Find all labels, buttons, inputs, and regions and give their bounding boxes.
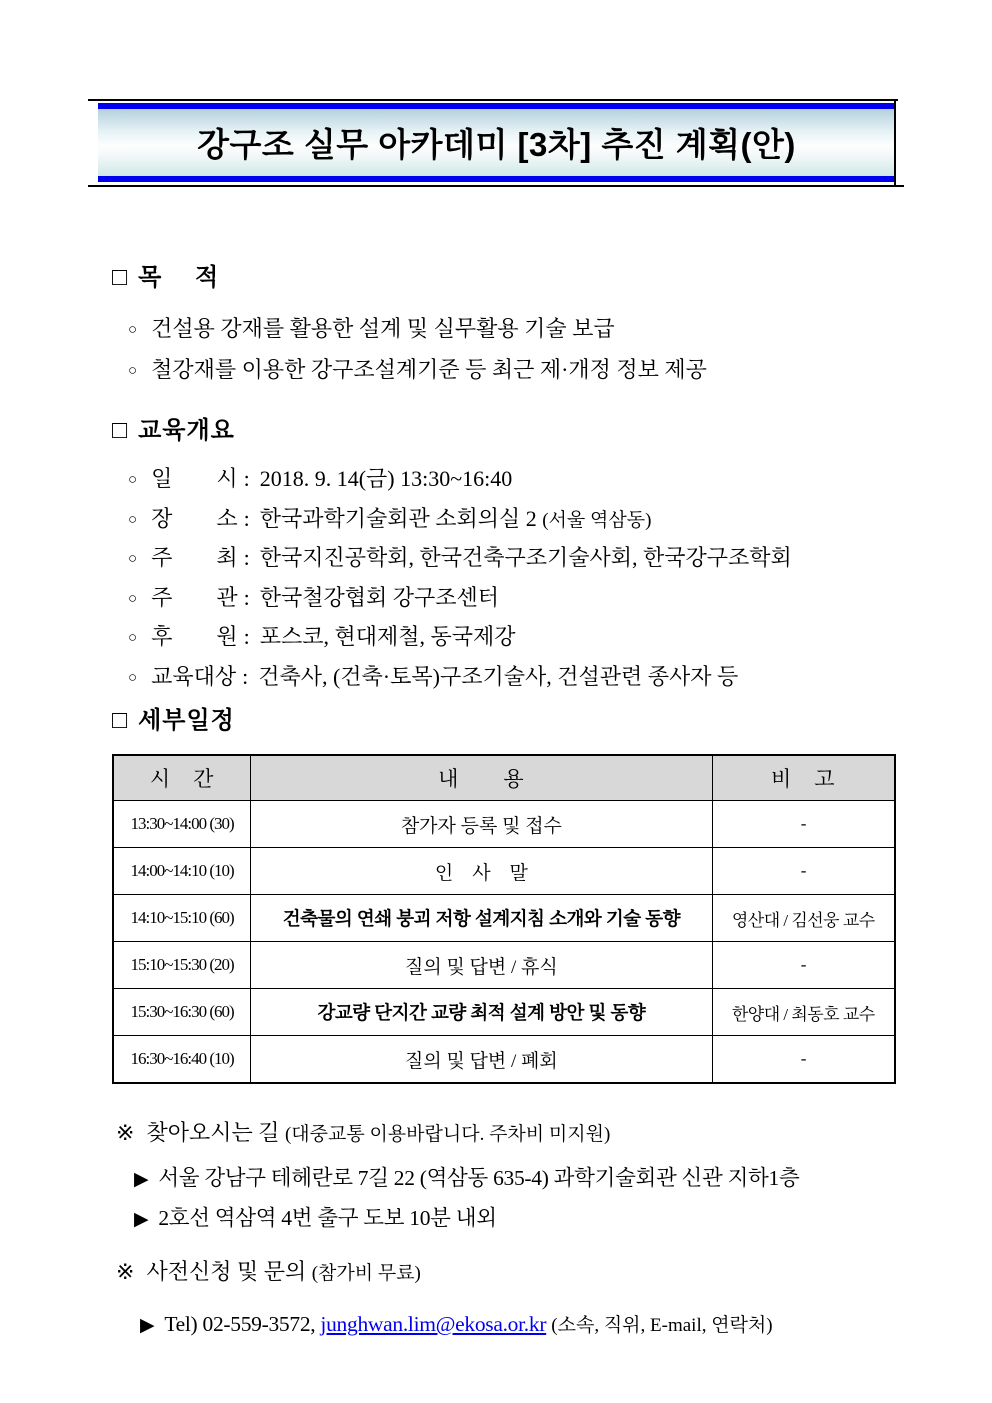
purpose-item-text: 철강재를 이용한 강구조설계기준 등 최근 제·개정 정보 제공 <box>151 357 707 382</box>
table-row <box>113 848 895 895</box>
field-value: 2018. 9. 14(금) 13:30~16:40 <box>259 466 513 491</box>
content-cell: 강교량 단지간 교량 최적 설계 방안 및 동향 <box>251 989 712 1036</box>
overview-heading <box>112 415 912 446</box>
overview-heading-label: 교육개요 <box>138 417 235 444</box>
triangle-bullet-icon: ▶ <box>134 1209 149 1230</box>
directions-title-line <box>112 1116 912 1152</box>
field-label: 주 최 <box>151 545 238 570</box>
column-header-note: 비 고 <box>712 755 895 801</box>
table-row <box>113 895 895 942</box>
field-label: 후 원 <box>151 624 238 649</box>
reference-mark-icon: ※ <box>116 1120 135 1145</box>
section-apply <box>112 1255 912 1343</box>
note-cell: 한양대 / 최동호 교수 <box>712 989 895 1036</box>
list-item <box>112 1201 912 1237</box>
apply-title-line <box>112 1255 912 1291</box>
column-header-time: 시 간 <box>113 755 251 801</box>
triangle-bullet-icon: ▶ <box>134 1169 149 1190</box>
content-cell: 인 사 말 <box>251 848 712 895</box>
field-value: 한국지진공학회, 한국건축구조기술사회, 한국강구조학회 <box>259 545 792 570</box>
table-row <box>113 801 895 848</box>
colon: : <box>242 663 249 689</box>
directions-title-note: (대중교통 이용바랍니다. 주차비 미지원) <box>284 1124 611 1145</box>
circle-bullet-icon: ○ <box>128 630 138 646</box>
directions-item-text: 서울 강남구 테헤란로 7길 22 (역삼동 635-4) 과학기술회관 신관 지하1층 <box>158 1166 800 1190</box>
field-value: 건축사, (건축·토목)구조기술사, 건설관련 종사자 등 <box>258 663 739 689</box>
time-cell: 14:10~15:10 (60) <box>113 895 251 942</box>
content-cell: 질의 및 답변 / 휴식 <box>251 942 712 989</box>
circle-bullet-icon: ○ <box>128 669 138 686</box>
apply-title-note: (참가비 무료) <box>311 1263 421 1284</box>
colon: : <box>243 584 250 610</box>
colon: : <box>243 624 250 649</box>
triangle-bullet-icon: ▶ <box>140 1315 155 1336</box>
circle-bullet-icon: ○ <box>128 551 138 567</box>
field-value: 한국철강협회 강구조센터 <box>259 584 499 610</box>
table-row <box>113 942 895 989</box>
field-label: 일 시 <box>151 466 238 491</box>
content-cell: 질의 및 답변 / 폐회 <box>251 1036 712 1084</box>
field-label: 교육대상 <box>151 663 237 689</box>
directions-title: 찾아오시는 길 <box>146 1120 280 1145</box>
purpose-item-text: 건설용 강재를 활용한 설계 및 실무활용 기술 보급 <box>151 316 615 341</box>
banner-bottom-rule <box>88 185 904 187</box>
field-label: 주 관 <box>151 584 238 610</box>
content-cell: 건축물의 연쇄 붕괴 저항 설계지침 소개와 기술 동향 <box>251 895 712 942</box>
contact-line <box>112 1307 912 1343</box>
time-cell: 16:30~16:40 (10) <box>113 1036 251 1084</box>
list-item <box>112 350 912 391</box>
purpose-heading <box>112 262 912 293</box>
circle-bullet-icon: ○ <box>128 511 138 528</box>
reference-mark-icon: ※ <box>116 1259 135 1284</box>
list-item <box>112 579 912 619</box>
content-cell: 참가자 등록 및 접수 <box>251 801 712 848</box>
purpose-list <box>112 309 912 391</box>
note-cell: - <box>712 942 895 989</box>
title-banner <box>98 103 895 182</box>
colon: : <box>243 505 250 531</box>
list-item <box>112 1161 912 1197</box>
note-cell: 영산대 / 김선웅 교수 <box>712 895 895 942</box>
square-bullet-icon: □ <box>112 706 129 734</box>
square-bullet-icon: □ <box>112 416 129 444</box>
note-cell: - <box>712 801 895 848</box>
field-label: 장 소 <box>151 505 238 531</box>
schedule-heading-label: 세부일정 <box>138 707 235 734</box>
colon: : <box>243 466 250 491</box>
contact-email-link[interactable]: junghwan.lim@ekosa.or.kr <box>320 1312 547 1336</box>
list-item <box>112 539 912 579</box>
section-overview <box>112 415 912 697</box>
list-item <box>112 460 912 500</box>
note-cell: - <box>712 1036 895 1084</box>
table-row <box>113 989 895 1036</box>
contact-note: (소속, 직위, E-mail, 연락처) <box>551 1315 773 1336</box>
circle-bullet-icon: ○ <box>128 590 138 607</box>
directions-item-text: 2호선 역삼역 4번 출구 도보 10분 내외 <box>158 1206 497 1230</box>
list-item <box>112 309 912 350</box>
schedule-table <box>112 754 896 1084</box>
banner-right-edge <box>894 100 896 187</box>
table-row <box>113 1036 895 1084</box>
table-header-row <box>113 755 895 801</box>
apply-title: 사전신청 및 문의 <box>146 1259 307 1284</box>
time-cell: 15:10~15:30 (20) <box>113 942 251 989</box>
section-purpose <box>112 262 912 391</box>
contact-tel: Tel) 02-559-3572, <box>164 1312 316 1336</box>
column-header-content: 내 용 <box>251 755 712 801</box>
banner-top-rule <box>88 99 898 101</box>
section-schedule <box>112 705 912 1084</box>
note-cell: - <box>712 848 895 895</box>
field-note: (서울 역삼동) <box>542 509 652 531</box>
page-title: 강구조 실무 아카데미 [3차] 추진 계획(안) <box>197 126 796 163</box>
field-value: 한국과학기술회관 소회의실 2 <box>259 505 537 531</box>
section-directions <box>112 1116 912 1237</box>
list-item <box>112 658 912 698</box>
colon: : <box>243 545 250 570</box>
circle-bullet-icon: ○ <box>128 472 138 488</box>
circle-bullet-icon: ○ <box>128 363 138 379</box>
schedule-heading <box>112 705 912 736</box>
field-value: 포스코, 현대제철, 동국제강 <box>259 624 516 649</box>
time-cell: 14:00~14:10 (10) <box>113 848 251 895</box>
circle-bullet-icon: ○ <box>128 322 138 338</box>
list-item <box>112 500 912 540</box>
overview-list <box>112 460 912 697</box>
time-cell: 15:30~16:30 (60) <box>113 989 251 1036</box>
list-item <box>112 618 912 658</box>
square-bullet-icon: □ <box>112 263 129 291</box>
purpose-heading-label: 목 적 <box>138 264 220 291</box>
time-cell: 13:30~14:00 (30) <box>113 801 251 848</box>
